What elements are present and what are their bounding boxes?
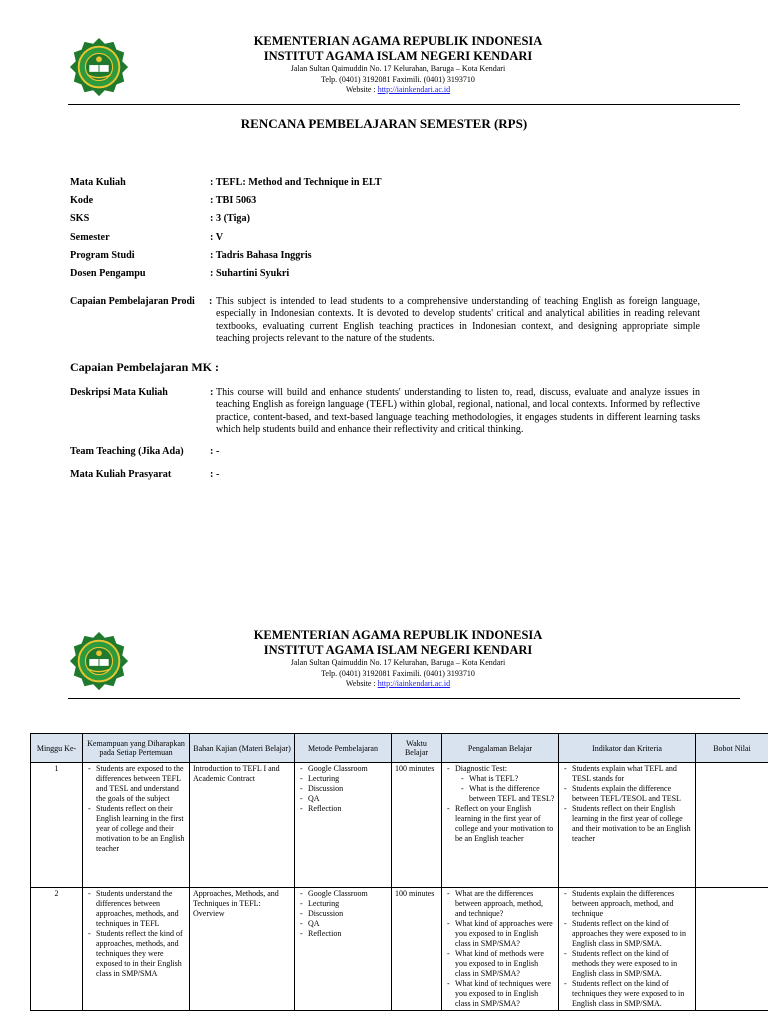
info-value: : V [210, 232, 224, 243]
header-indikator: Indikator dan Kriteria [559, 734, 696, 763]
list-item: - What are the differences between approach, method, and technique? [455, 889, 555, 919]
list-item: - Students explain what TEFL and TESL stands for [572, 764, 692, 784]
header-bahan-kajian: Bahan Kajian (Materi Belajar) [190, 734, 295, 763]
ministry-name: KEMENTERIAN AGAMA REPUBLIK INDONESIA [253, 628, 543, 642]
list-item: - Google Classroom [308, 764, 388, 774]
list-item: - Students explain the differences between approach, method, and technique [572, 889, 692, 919]
list-item: - Reflection [308, 804, 388, 814]
list-item: - QA [308, 794, 388, 804]
letterhead [200, 628, 596, 690]
list-item: - Students reflect on their English learning in the first year of college and their motivation to be an English teacher [572, 804, 692, 844]
table-row [31, 888, 768, 1011]
pengalaman-cell [442, 888, 559, 1011]
list-item: - QA [308, 919, 388, 929]
cp-prodi [70, 296, 702, 346]
list-item: - Students are exposed to the differences between TEFL and TESL and understand the goals of the subject [96, 764, 186, 804]
deskripsi [70, 387, 702, 437]
list-item: - Reflection [308, 929, 388, 939]
list-item: - Students understand the differences between approaches, methods, and techniques in TEFL [96, 889, 186, 929]
website-label: Website : [345, 85, 378, 94]
website-line [200, 85, 596, 96]
metode-cell [295, 763, 392, 888]
kemampuan-cell [83, 763, 190, 888]
info-label: Kode [70, 195, 94, 206]
indikator-cell [559, 888, 696, 1011]
cp-prodi-label: Capaian Pembelajaran Prodi [70, 296, 195, 307]
pengalaman-cell [442, 763, 559, 888]
table-row [31, 763, 768, 888]
indikator-cell [559, 763, 696, 888]
header-kemampuan: Kemampuan yang Diharapkan pada Setiap Pertemuan [83, 734, 190, 763]
rps-table [30, 733, 768, 1011]
list-item: - Students reflect the kind of approaches, methods, and techniques they were exposed to in their English class in SMP/SMA [96, 929, 186, 979]
header-bobot: Bobot Nilai [696, 734, 768, 763]
iain-logo [68, 36, 130, 98]
list-item-head: Diagnostic Test: [455, 764, 507, 773]
list-item: - What is TEFL? [469, 774, 555, 784]
team-teaching-value: : - [210, 446, 220, 457]
list-item: - What kind of techniques were you exposed to in English class in SMP/SMA? [455, 979, 555, 1009]
prasyarat-value: : - [210, 469, 220, 480]
list-item: - Students reflect on the kind of techniques they were exposed to in English class in SMP/SMA. [572, 979, 692, 1009]
phone: Telp. (0401) 3192081 Faximili. (0401) 3193710 [321, 668, 475, 678]
list-item: - What kind of methods were you exposed to in English class in SMP/SMA? [455, 949, 555, 979]
info-label: Mata Kuliah [70, 177, 126, 188]
iain-logo [68, 630, 130, 692]
list-item: - What kind of approaches were you exposed to in English class in SMP/SMA? [455, 919, 555, 949]
ministry-name: KEMENTERIAN AGAMA REPUBLIK INDONESIA [253, 34, 543, 48]
list-item: - Students reflect on their English learning in the first year of college and their motivation to be an English teacher [96, 804, 186, 854]
waktu-cell: 100 minutes [392, 888, 442, 1011]
phone: Telp. (0401) 3192081 Faximili. (0401) 3193710 [321, 74, 475, 84]
header-rule [68, 698, 740, 699]
list-item: - Lecturing [308, 774, 388, 784]
list-item: - Students reflect on the kind of approaches they were exposed to in English class in SMP/SMA. [572, 919, 692, 949]
info-value: : Suhartini Syukri [210, 268, 290, 279]
team-teaching-label: Team Teaching (Jika Ada) [70, 446, 184, 457]
info-value: : Tadris Bahasa Inggris [210, 250, 312, 261]
list-item: - Students explain the difference between TEFL/TESOL and TESL [572, 784, 692, 804]
bahan-cell: Introduction to TEFL I and Academic Contract [190, 763, 295, 888]
info-value: : 3 (Tiga) [210, 213, 250, 224]
institute-name: INSTITUT AGAMA ISLAM NEGERI KENDARI [263, 643, 533, 657]
list-item: - Reflect on your English learning in the first year of college and your motivation to be an English teacher [455, 804, 555, 844]
waktu-cell: 100 minutes [392, 763, 442, 888]
list-item: - Students reflect on the kind of methods they were exposed to in English class in SMP/SMA. [572, 949, 692, 979]
info-label: Program Studi [70, 250, 135, 261]
website-label: Website : [345, 679, 378, 688]
header-pengalaman: Pengalaman Belajar [442, 734, 559, 763]
bobot-cell [696, 763, 768, 888]
header-rule [68, 104, 740, 105]
cp-prodi-text: This subject is intended to lead students to a comprehensive understanding of teaching English as foreign language, especially in Indonesian contexts. It is devoted to develop students' critical and analytical abilities in reading relevant textbooks, evaluating current English teaching practices in Indonesian context, and designing appropriate simple teaching projects relevant to the nature of the students. [216, 296, 700, 344]
institute-name: INSTITUT AGAMA ISLAM NEGERI KENDARI [263, 49, 533, 63]
list-item: - Google Classroom [308, 889, 388, 899]
list-item [455, 764, 555, 804]
header-metode: Metode Pembelajaran [295, 734, 392, 763]
website-line [200, 679, 596, 690]
info-value: : TEFL: Method and Technique in ELT [210, 177, 382, 188]
list-item: - Lecturing [308, 899, 388, 909]
info-label: Dosen Pengampu [70, 268, 146, 279]
deskripsi-text: This course will build and enhance students' understanding to listen to, read, discuss, evaluate and analyze issues in teaching English as foreign language (TEFL) within global, regional, national, and local contexts. Informed by reflective practice, content-based, and text-based language teaching methodologies, it engages students in different learning tasks which help students build and enhance their reflectivity and critical thinking. [216, 387, 700, 435]
cp-prodi-colon: : [209, 296, 213, 307]
week-cell: 2 [31, 888, 83, 1011]
bobot-cell [696, 888, 768, 1011]
deskripsi-label: Deskripsi Mata Kuliah [70, 387, 168, 398]
week-cell: 1 [31, 763, 83, 888]
list-item: - What is the difference between TEFL and TESL? [469, 784, 555, 804]
header-waktu: Waktu Belajar [392, 734, 442, 763]
prasyarat-label: Mata Kuliah Prasyarat [70, 469, 172, 480]
website-link[interactable]: http://iainkendari.ac.id [377, 85, 451, 94]
deskripsi-colon: : [210, 387, 214, 398]
page-title: RENCANA PEMBELAJARAN SEMESTER (RPS) [240, 116, 528, 131]
address: Jalan Sultan Qaimuddin No. 17 Kelurahan, Baruga – Kota Kendari [290, 658, 506, 667]
info-label: Semester [70, 232, 110, 243]
website-link[interactable]: http://iainkendari.ac.id [377, 679, 451, 688]
list-item: - Discussion [308, 784, 388, 794]
letterhead [200, 34, 596, 96]
info-label: SKS [70, 213, 90, 224]
table-header-row [31, 734, 768, 763]
kemampuan-cell [83, 888, 190, 1011]
bahan-cell: Approaches, Methods, and Techniques in TEFL: Overview [190, 888, 295, 1011]
info-value: : TBI 5063 [210, 195, 257, 206]
header-minggu: Minggu Ke- [31, 734, 83, 763]
address: Jalan Sultan Qaimuddin No. 17 Kelurahan, Baruga – Kota Kendari [290, 64, 506, 73]
list-item: - Discussion [308, 909, 388, 919]
metode-cell [295, 888, 392, 1011]
cp-mk-heading: Capaian Pembelajaran MK : [70, 360, 219, 374]
